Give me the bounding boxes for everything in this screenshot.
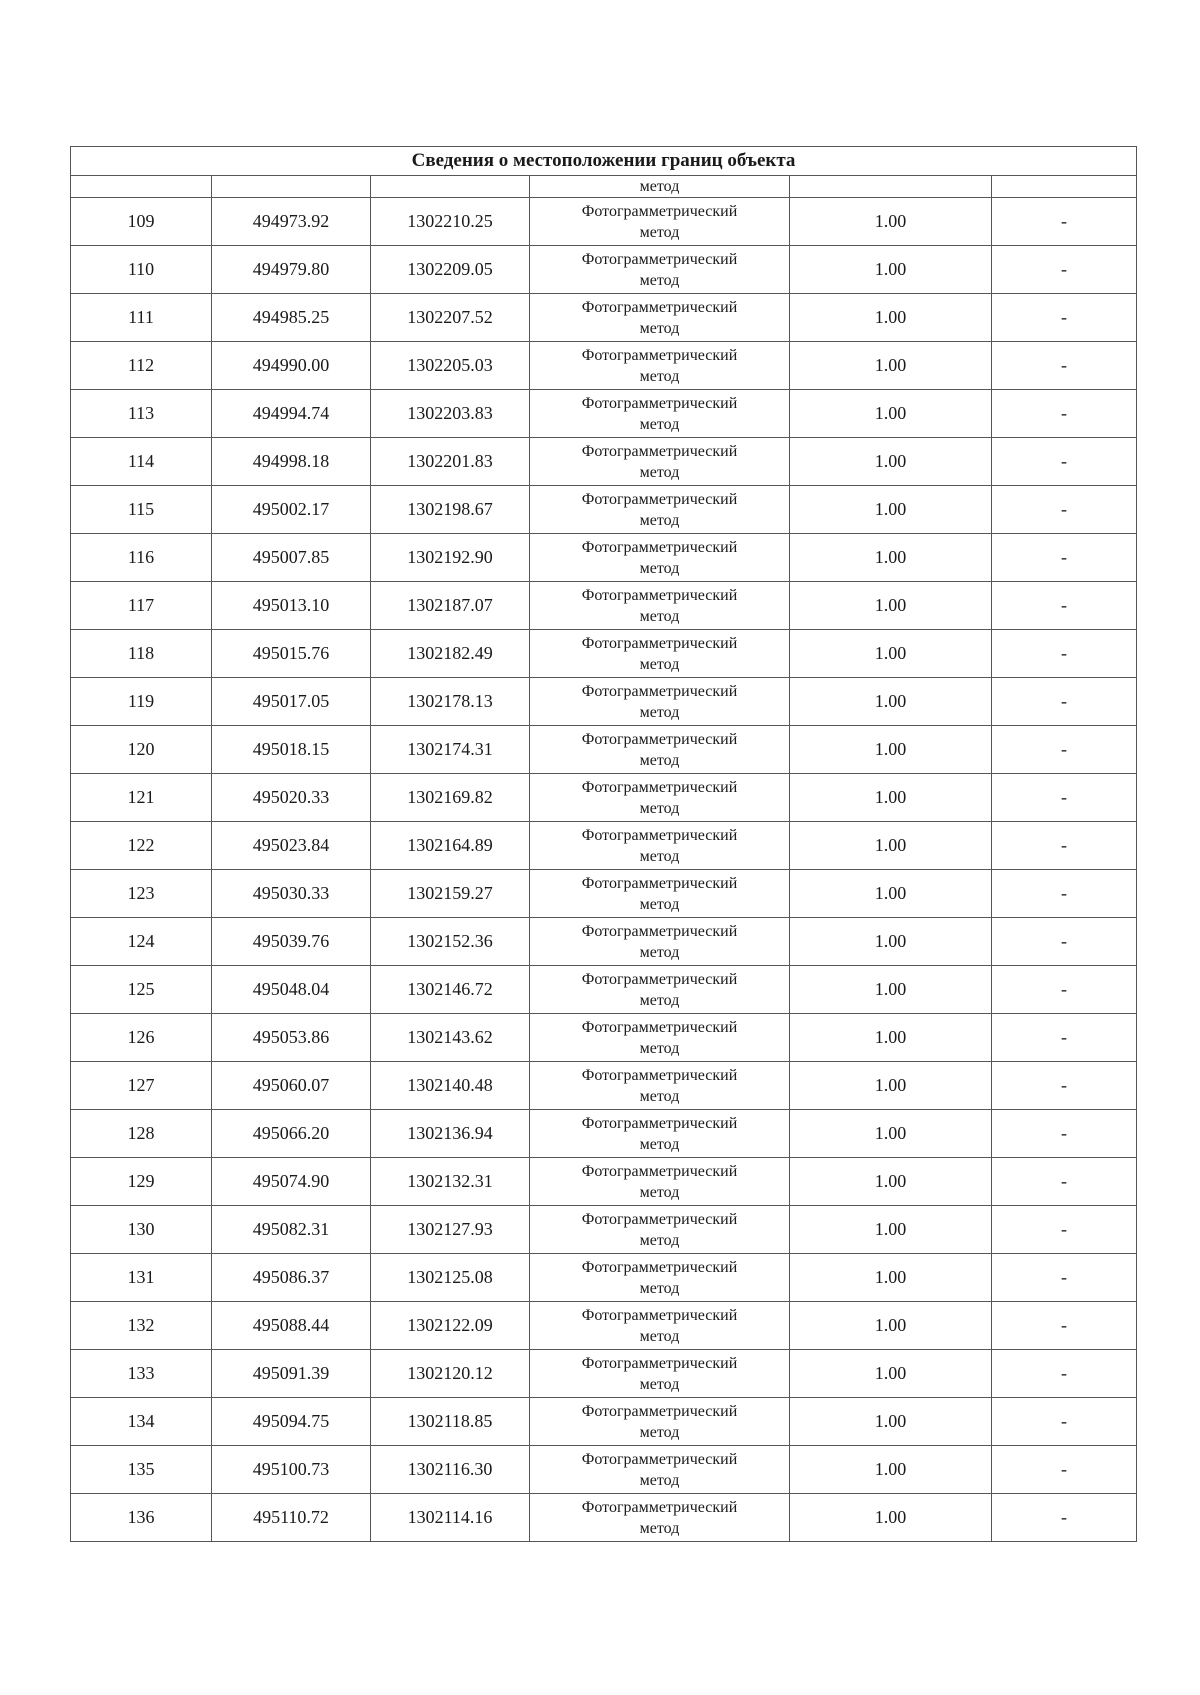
accuracy-cell: 1.00 <box>790 534 992 582</box>
x-coordinate-cell: 495007.85 <box>212 534 371 582</box>
y-coordinate-cell: 1302118.85 <box>371 1398 530 1446</box>
note-cell: - <box>992 390 1137 438</box>
point-number-cell: 135 <box>71 1446 212 1494</box>
y-coordinate-cell: 1302120.12 <box>371 1350 530 1398</box>
accuracy-cell: 1.00 <box>790 1014 992 1062</box>
table-row <box>71 342 1137 390</box>
note-cell: - <box>992 486 1137 534</box>
method-cell <box>530 822 790 870</box>
accuracy-cell: 1.00 <box>790 438 992 486</box>
method-line-1: Фотограмметрический <box>581 970 738 988</box>
method-cell <box>530 870 790 918</box>
note-cell: - <box>992 1062 1137 1110</box>
note-cell: - <box>992 1446 1137 1494</box>
point-number-cell: 115 <box>71 486 212 534</box>
table-row <box>71 1158 1137 1206</box>
method-line-1: Фотограмметрический <box>581 634 738 652</box>
note-cell: - <box>992 534 1137 582</box>
x-coordinate-cell: 495088.44 <box>212 1302 371 1350</box>
method-line-1: Фотограмметрический <box>581 1066 738 1084</box>
method-line-1: Фотограмметрический <box>581 682 738 700</box>
point-number-cell: 126 <box>71 1014 212 1062</box>
accuracy-cell: 1.00 <box>790 198 992 246</box>
method-line-1: Фотограмметрический <box>581 250 738 268</box>
method-line-1: Фотограмметрический <box>581 922 738 940</box>
method-line-1: Фотограмметрический <box>581 1114 738 1132</box>
x-coordinate-cell: 495002.17 <box>212 486 371 534</box>
table-row <box>71 486 1137 534</box>
point-number-cell: 136 <box>71 1494 212 1542</box>
accuracy-cell: 1.00 <box>790 966 992 1014</box>
continuation-row <box>71 176 1137 198</box>
table-title-row <box>71 147 1137 176</box>
method-line-1: Фотограмметрический <box>581 298 738 316</box>
point-number-cell: 124 <box>71 918 212 966</box>
method-line-1: Фотограмметрический <box>581 826 738 844</box>
y-coordinate-cell: 1302198.67 <box>371 486 530 534</box>
continuation-cell-empty <box>992 176 1137 198</box>
method-cell <box>530 294 790 342</box>
method-cell <box>530 726 790 774</box>
method-line-2: метод <box>639 1423 680 1441</box>
note-cell: - <box>992 246 1137 294</box>
method-cell <box>530 678 790 726</box>
method-line-2: метод <box>639 655 680 673</box>
point-number-cell: 121 <box>71 774 212 822</box>
note-cell: - <box>992 1206 1137 1254</box>
accuracy-cell: 1.00 <box>790 870 992 918</box>
point-number-cell: 129 <box>71 1158 212 1206</box>
method-line-1: Фотограмметрический <box>581 1210 738 1228</box>
method-line-1: Фотограмметрический <box>581 394 738 412</box>
x-coordinate-cell: 495060.07 <box>212 1062 371 1110</box>
x-coordinate-cell: 495091.39 <box>212 1350 371 1398</box>
y-coordinate-cell: 1302187.07 <box>371 582 530 630</box>
accuracy-cell: 1.00 <box>790 918 992 966</box>
y-coordinate-cell: 1302140.48 <box>371 1062 530 1110</box>
y-coordinate-cell: 1302127.93 <box>371 1206 530 1254</box>
y-coordinate-cell: 1302203.83 <box>371 390 530 438</box>
table-row <box>71 630 1137 678</box>
x-coordinate-cell: 494994.74 <box>212 390 371 438</box>
accuracy-cell: 1.00 <box>790 822 992 870</box>
x-coordinate-cell: 495082.31 <box>212 1206 371 1254</box>
note-cell: - <box>992 966 1137 1014</box>
y-coordinate-cell: 1302136.94 <box>371 1110 530 1158</box>
table-row <box>71 198 1137 246</box>
method-cell <box>530 246 790 294</box>
method-cell <box>530 438 790 486</box>
y-coordinate-cell: 1302205.03 <box>371 342 530 390</box>
continuation-cell-empty <box>371 176 530 198</box>
note-cell: - <box>992 630 1137 678</box>
y-coordinate-cell: 1302116.30 <box>371 1446 530 1494</box>
table-row <box>71 1302 1137 1350</box>
note-cell: - <box>992 1254 1137 1302</box>
x-coordinate-cell: 495013.10 <box>212 582 371 630</box>
accuracy-cell: 1.00 <box>790 246 992 294</box>
table-row <box>71 246 1137 294</box>
method-line-1: Фотограмметрический <box>581 1018 738 1036</box>
x-coordinate-cell: 495110.72 <box>212 1494 371 1542</box>
point-number-cell: 116 <box>71 534 212 582</box>
note-cell: - <box>992 1158 1137 1206</box>
method-line-2: метод <box>639 607 680 625</box>
method-line-2: метод <box>639 1039 680 1057</box>
method-line-2: метод <box>639 703 680 721</box>
table-row <box>71 822 1137 870</box>
note-cell: - <box>992 1302 1137 1350</box>
point-number-cell: 122 <box>71 822 212 870</box>
x-coordinate-cell: 495086.37 <box>212 1254 371 1302</box>
table-row <box>71 1446 1137 1494</box>
x-coordinate-cell: 494998.18 <box>212 438 371 486</box>
y-coordinate-cell: 1302146.72 <box>371 966 530 1014</box>
method-line-2: метод <box>639 223 680 241</box>
point-number-cell: 120 <box>71 726 212 774</box>
y-coordinate-cell: 1302192.90 <box>371 534 530 582</box>
point-number-cell: 119 <box>71 678 212 726</box>
accuracy-cell: 1.00 <box>790 294 992 342</box>
table-row <box>71 966 1137 1014</box>
x-coordinate-cell: 494990.00 <box>212 342 371 390</box>
method-line-2: метод <box>639 511 680 529</box>
method-line-2: метод <box>639 847 680 865</box>
method-line-1: Фотограмметрический <box>581 442 738 460</box>
accuracy-cell: 1.00 <box>790 390 992 438</box>
y-coordinate-cell: 1302125.08 <box>371 1254 530 1302</box>
method-line-2: метод <box>639 559 680 577</box>
note-cell: - <box>992 822 1137 870</box>
method-line-1: Фотограмметрический <box>581 1162 738 1180</box>
y-coordinate-cell: 1302152.36 <box>371 918 530 966</box>
method-line-1: Фотограмметрический <box>581 490 738 508</box>
method-cell <box>530 390 790 438</box>
table-title: Сведения о местоположении границ объекта <box>71 147 1137 176</box>
table-row <box>71 1494 1137 1542</box>
x-coordinate-cell: 495074.90 <box>212 1158 371 1206</box>
point-number-cell: 112 <box>71 342 212 390</box>
note-cell: - <box>992 678 1137 726</box>
accuracy-cell: 1.00 <box>790 1254 992 1302</box>
method-cell <box>530 342 790 390</box>
method-line-1: Фотограмметрический <box>581 1450 738 1468</box>
table-row <box>71 1014 1137 1062</box>
point-number-cell: 131 <box>71 1254 212 1302</box>
method-line-2: метод <box>639 1279 680 1297</box>
method-cell <box>530 630 790 678</box>
x-coordinate-cell: 495094.75 <box>212 1398 371 1446</box>
x-coordinate-cell: 495048.04 <box>212 966 371 1014</box>
method-cell <box>530 918 790 966</box>
table-body <box>71 176 1137 1542</box>
method-cell <box>530 486 790 534</box>
y-coordinate-cell: 1302143.62 <box>371 1014 530 1062</box>
method-line-2: метод <box>639 895 680 913</box>
method-line-1: Фотограмметрический <box>581 1258 738 1276</box>
method-line-2: метод <box>639 991 680 1009</box>
x-coordinate-cell: 495053.86 <box>212 1014 371 1062</box>
note-cell: - <box>992 342 1137 390</box>
method-line-1: Фотограмметрический <box>581 1354 738 1372</box>
x-coordinate-cell: 495100.73 <box>212 1446 371 1494</box>
method-line-2: метод <box>639 1327 680 1345</box>
method-cell <box>530 774 790 822</box>
point-number-cell: 132 <box>71 1302 212 1350</box>
method-cell <box>530 582 790 630</box>
y-coordinate-cell: 1302178.13 <box>371 678 530 726</box>
point-number-cell: 114 <box>71 438 212 486</box>
method-line-1: Фотограмметрический <box>581 538 738 556</box>
method-cell <box>530 1494 790 1542</box>
x-coordinate-cell: 494979.80 <box>212 246 371 294</box>
table-row <box>71 1350 1137 1398</box>
y-coordinate-cell: 1302182.49 <box>371 630 530 678</box>
point-number-cell: 110 <box>71 246 212 294</box>
accuracy-cell: 1.00 <box>790 774 992 822</box>
accuracy-cell: 1.00 <box>790 486 992 534</box>
method-cell <box>530 1350 790 1398</box>
accuracy-cell: 1.00 <box>790 1110 992 1158</box>
table-row <box>71 1110 1137 1158</box>
table-row <box>71 918 1137 966</box>
note-cell: - <box>992 726 1137 774</box>
method-line-1: Фотограмметрический <box>581 778 738 796</box>
note-cell: - <box>992 582 1137 630</box>
note-cell: - <box>992 870 1137 918</box>
x-coordinate-cell: 495020.33 <box>212 774 371 822</box>
table-row <box>71 726 1137 774</box>
method-line-2: метод <box>639 1231 680 1249</box>
y-coordinate-cell: 1302169.82 <box>371 774 530 822</box>
method-cell <box>530 1254 790 1302</box>
method-line-2: метод <box>639 319 680 337</box>
boundary-coordinates-table <box>70 146 1137 1542</box>
method-cell <box>530 966 790 1014</box>
method-cell <box>530 1446 790 1494</box>
accuracy-cell: 1.00 <box>790 582 992 630</box>
accuracy-cell: 1.00 <box>790 1206 992 1254</box>
y-coordinate-cell: 1302132.31 <box>371 1158 530 1206</box>
method-line-1: Фотограмметрический <box>581 1498 738 1516</box>
note-cell: - <box>992 774 1137 822</box>
x-coordinate-cell: 495017.05 <box>212 678 371 726</box>
method-cell <box>530 534 790 582</box>
table-row <box>71 1062 1137 1110</box>
x-coordinate-cell: 495015.76 <box>212 630 371 678</box>
x-coordinate-cell: 495030.33 <box>212 870 371 918</box>
method-line-2: метод <box>639 751 680 769</box>
y-coordinate-cell: 1302201.83 <box>371 438 530 486</box>
note-cell: - <box>992 1398 1137 1446</box>
method-cell <box>530 1302 790 1350</box>
method-cell <box>530 1014 790 1062</box>
note-cell: - <box>992 918 1137 966</box>
note-cell: - <box>992 438 1137 486</box>
y-coordinate-cell: 1302114.16 <box>371 1494 530 1542</box>
accuracy-cell: 1.00 <box>790 678 992 726</box>
y-coordinate-cell: 1302159.27 <box>371 870 530 918</box>
accuracy-cell: 1.00 <box>790 630 992 678</box>
y-coordinate-cell: 1302207.52 <box>371 294 530 342</box>
method-cell <box>530 1398 790 1446</box>
x-coordinate-cell: 495039.76 <box>212 918 371 966</box>
method-line-2: метод <box>639 463 680 481</box>
point-number-cell: 128 <box>71 1110 212 1158</box>
method-line-1: Фотограмметрический <box>581 586 738 604</box>
note-cell: - <box>992 294 1137 342</box>
point-number-cell: 125 <box>71 966 212 1014</box>
point-number-cell: 113 <box>71 390 212 438</box>
y-coordinate-cell: 1302122.09 <box>371 1302 530 1350</box>
table-row <box>71 582 1137 630</box>
accuracy-cell: 1.00 <box>790 1446 992 1494</box>
accuracy-cell: 1.00 <box>790 1494 992 1542</box>
point-number-cell: 133 <box>71 1350 212 1398</box>
table-row <box>71 534 1137 582</box>
table-row <box>71 1206 1137 1254</box>
point-number-cell: 117 <box>71 582 212 630</box>
x-coordinate-cell: 494985.25 <box>212 294 371 342</box>
method-line-2: метод <box>639 943 680 961</box>
table-row <box>71 438 1137 486</box>
method-line-2: метод <box>639 1471 680 1489</box>
method-line-1: Фотограмметрический <box>581 1306 738 1324</box>
table-row <box>71 294 1137 342</box>
point-number-cell: 111 <box>71 294 212 342</box>
y-coordinate-cell: 1302174.31 <box>371 726 530 774</box>
accuracy-cell: 1.00 <box>790 1350 992 1398</box>
note-cell: - <box>992 198 1137 246</box>
point-number-cell: 130 <box>71 1206 212 1254</box>
method-line-2: метод <box>639 1183 680 1201</box>
accuracy-cell: 1.00 <box>790 1302 992 1350</box>
continuation-cell-empty <box>71 176 212 198</box>
method-line-1: Фотограмметрический <box>581 202 738 220</box>
method-cell <box>530 198 790 246</box>
note-cell: - <box>992 1494 1137 1542</box>
table-row <box>71 1254 1137 1302</box>
accuracy-cell: 1.00 <box>790 1062 992 1110</box>
y-coordinate-cell: 1302210.25 <box>371 198 530 246</box>
note-cell: - <box>992 1014 1137 1062</box>
point-number-cell: 118 <box>71 630 212 678</box>
method-line-1: Фотограмметрический <box>581 874 738 892</box>
note-cell: - <box>992 1110 1137 1158</box>
accuracy-cell: 1.00 <box>790 342 992 390</box>
method-line-1: Фотограмметрический <box>581 730 738 748</box>
point-number-cell: 109 <box>71 198 212 246</box>
accuracy-cell: 1.00 <box>790 1398 992 1446</box>
accuracy-cell: 1.00 <box>790 1158 992 1206</box>
table-row <box>71 774 1137 822</box>
x-coordinate-cell: 495023.84 <box>212 822 371 870</box>
method-line-2: метод <box>639 1135 680 1153</box>
table-row <box>71 678 1137 726</box>
x-coordinate-cell: 495066.20 <box>212 1110 371 1158</box>
x-coordinate-cell: 495018.15 <box>212 726 371 774</box>
method-cell <box>530 1206 790 1254</box>
method-line-2: метод <box>639 415 680 433</box>
y-coordinate-cell: 1302209.05 <box>371 246 530 294</box>
table-row <box>71 390 1137 438</box>
continuation-method-cell: метод <box>530 176 790 198</box>
method-line-2: метод <box>639 1375 680 1393</box>
table-row <box>71 870 1137 918</box>
point-number-cell: 134 <box>71 1398 212 1446</box>
accuracy-cell: 1.00 <box>790 726 992 774</box>
note-cell: - <box>992 1350 1137 1398</box>
method-cell <box>530 1110 790 1158</box>
method-line-1: Фотограмметрический <box>581 346 738 364</box>
continuation-cell-empty <box>212 176 371 198</box>
method-line-2: метод <box>639 1519 680 1537</box>
method-line-2: метод <box>639 1087 680 1105</box>
table-row <box>71 1398 1137 1446</box>
y-coordinate-cell: 1302164.89 <box>371 822 530 870</box>
method-line-1: Фотограмметрический <box>581 1402 738 1420</box>
point-number-cell: 123 <box>71 870 212 918</box>
method-line-2: метод <box>639 799 680 817</box>
point-number-cell: 127 <box>71 1062 212 1110</box>
x-coordinate-cell: 494973.92 <box>212 198 371 246</box>
method-cell <box>530 1062 790 1110</box>
method-cell <box>530 1158 790 1206</box>
method-line-2: метод <box>639 271 680 289</box>
method-line-2: метод <box>639 367 680 385</box>
continuation-cell-empty <box>790 176 992 198</box>
